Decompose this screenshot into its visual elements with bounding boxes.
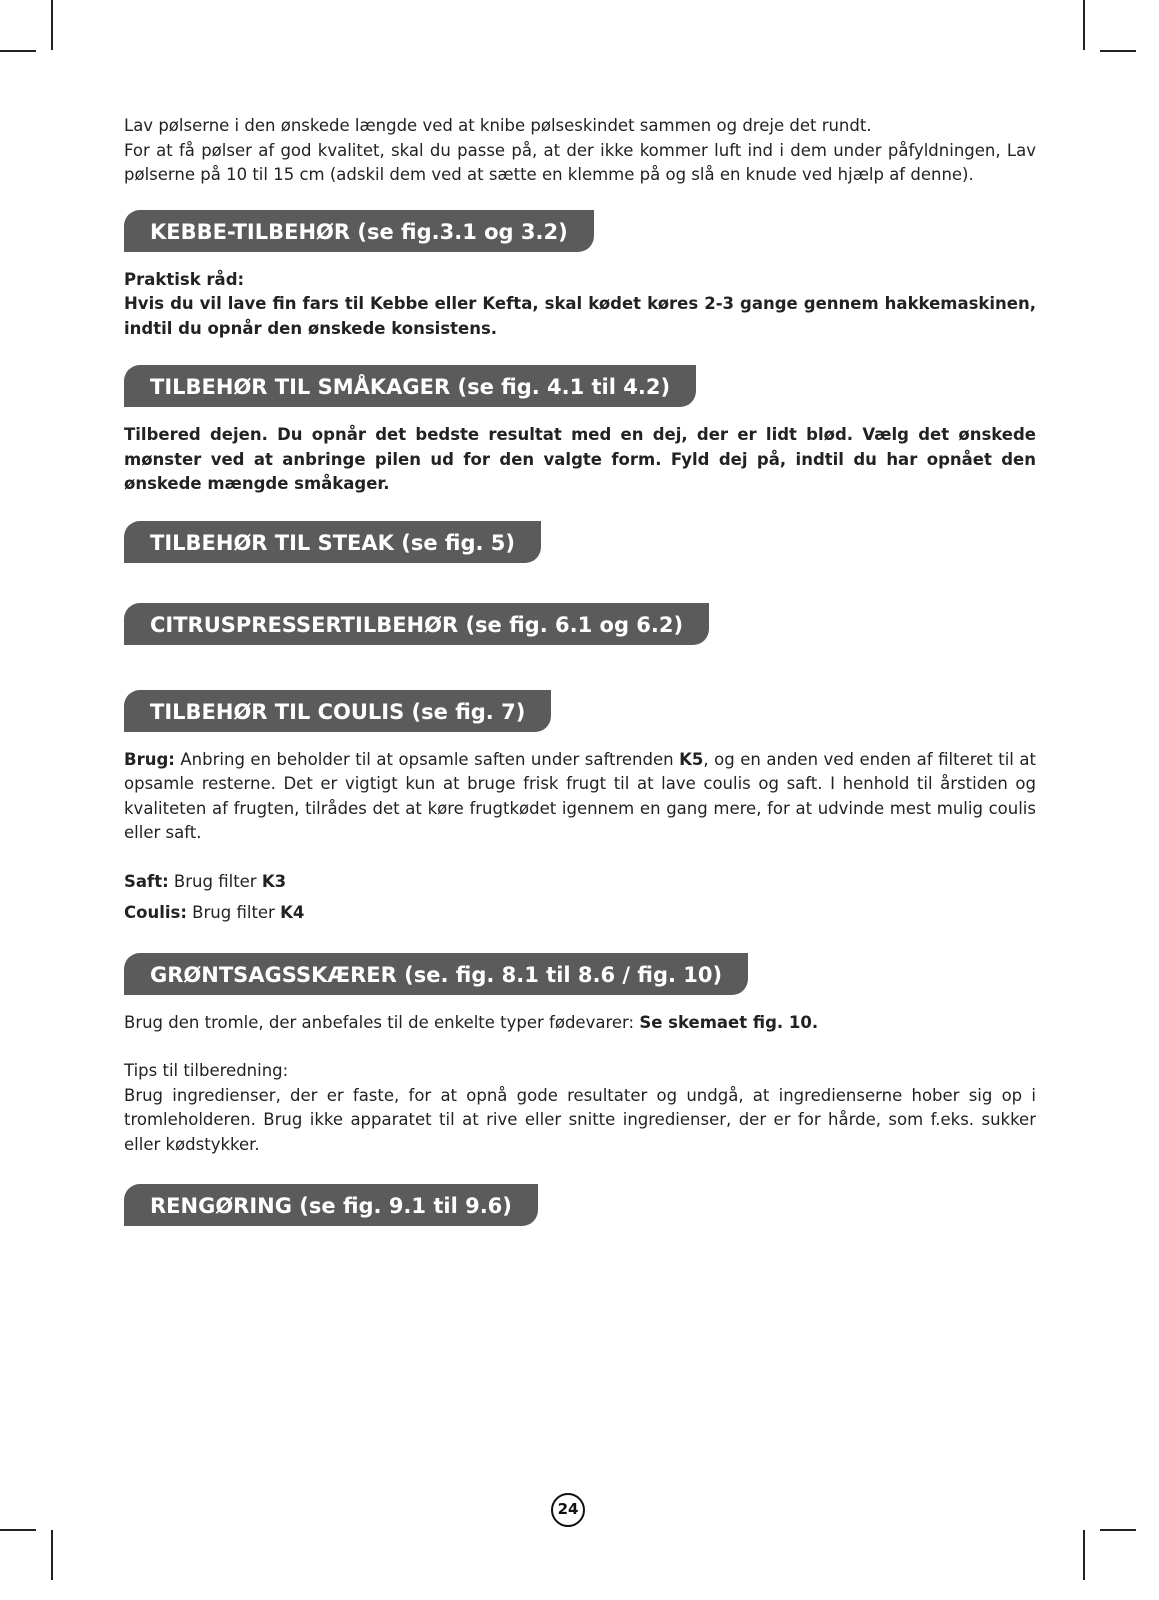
use-code: K5 [679, 749, 704, 769]
intro-line-1: Lav pølserne i den ønskede længde ved at knibe pølseskindet sammen og dreje det rundt. [124, 116, 872, 135]
intro-line-2: For at få pølser af god kvalitet, skal du passe på, at der ikke kommer luft ind i dem under påfyldningen, Lav pølserne på 10 til 15 cm (adskil dem ved at sætte en klemme på og slå en knude ved hjælp af denne). [124, 140, 1036, 184]
crop-mark [1083, 1530, 1085, 1580]
coulis-line [124, 901, 1036, 926]
coulis-label: Coulis: [124, 903, 187, 922]
cookies-text: Tilbered dejen. Du opnår det bedste resultat med en dej, der er lidt blød. Vælg det ønskede mønster ved at anbringe pilen ud for den valgte form. Fyld dej på, indtil du har opnået den ønskede mængde småkager. [124, 425, 1036, 493]
page-content [124, 114, 1036, 1226]
tip-text: Hvis du vil lave fin fars til Kebbe eller Kefta, skal kødet køres 2-3 gange gennem hakkemaskinen, indtil du opnår den ønskede konsistens. [124, 294, 1036, 338]
section-heading-kebbe: KEBBE-TILBEHØR (se fig.3.1 og 3.2) [124, 210, 594, 252]
crop-mark [1083, 0, 1085, 50]
coulis-text: Brug filter [186, 903, 281, 922]
section-heading-coulis: TILBEHØR TIL COULIS (se fig. 7) [124, 690, 551, 732]
crop-mark [1100, 50, 1136, 52]
crop-mark [1100, 1529, 1136, 1531]
juice-line [124, 870, 1036, 895]
tip-label: Praktisk råd: [124, 269, 245, 289]
section-heading-steak: TILBEHØR TIL STEAK (se fig. 5) [124, 521, 541, 563]
coulis-use-paragraph [124, 748, 1036, 846]
section-coulis [124, 690, 1036, 926]
drum-ref: Se skemaet fig. 10. [639, 1012, 819, 1032]
tips-label: Tips til tilberedning: [124, 1061, 289, 1080]
page-number: 24 [551, 1493, 585, 1527]
juice-code: K3 [261, 871, 287, 891]
coulis-code: K4 [280, 903, 305, 922]
section-steak [124, 521, 1036, 563]
crop-mark [0, 1529, 36, 1531]
juice-text: Brug filter [168, 871, 262, 891]
section-heading-cookies: TILBEHØR TIL SMÅKAGER (se fig. 4.1 til 4.2) [124, 365, 696, 407]
section-heading-cleaning: RENGØRING (se fig. 9.1 til 9.6) [124, 1184, 538, 1226]
section-cleaning [124, 1184, 1036, 1226]
section-cookies [124, 365, 1036, 497]
section-heading-citrus: CITRUSPRESSERTILBEHØR (se fig. 6.1 og 6.2) [124, 603, 709, 645]
use-text-a: Anbring en beholder til at opsamle saften under saftrenden [174, 749, 680, 769]
crop-mark [51, 1530, 53, 1580]
section-vegetable [124, 953, 1036, 1158]
section-citrus [124, 603, 1036, 645]
crop-mark [0, 50, 36, 52]
crop-mark [51, 0, 53, 50]
use-text-b: , og en anden ved enden af filteret til at opsamle resterne. Det er vigtigt kun at bruge frisk frugt til at lave coulis og saft. I henhold til årstiden og kvaliteten af frugten, tilrådes det at køre frugtkødet igennem en gang mere, for at udvinde mest mulig coulis eller saft. [124, 749, 1036, 842]
drum-text: Brug den tromle, der anbefales til de enkelte typer fødevarer: [124, 1012, 640, 1032]
tips-text: Brug ingredienser, der er faste, for at opnå gode resultater og undgå, at ingredienserne hober sig op i tromleholderen. Brug ikke apparatet til at rive eller snitte ingredienser, der er for hårde, som f.eks. sukker eller kødstykker. [124, 1085, 1036, 1154]
use-label: Brug: [124, 749, 175, 769]
section-heading-vegetable: GRØNTSAGSSKÆRER (se. fig. 8.1 til 8.6 / fig. 10) [124, 953, 748, 995]
section-kebbe [124, 210, 1036, 342]
juice-label: Saft: [124, 871, 169, 891]
drum-line [124, 1011, 1036, 1036]
